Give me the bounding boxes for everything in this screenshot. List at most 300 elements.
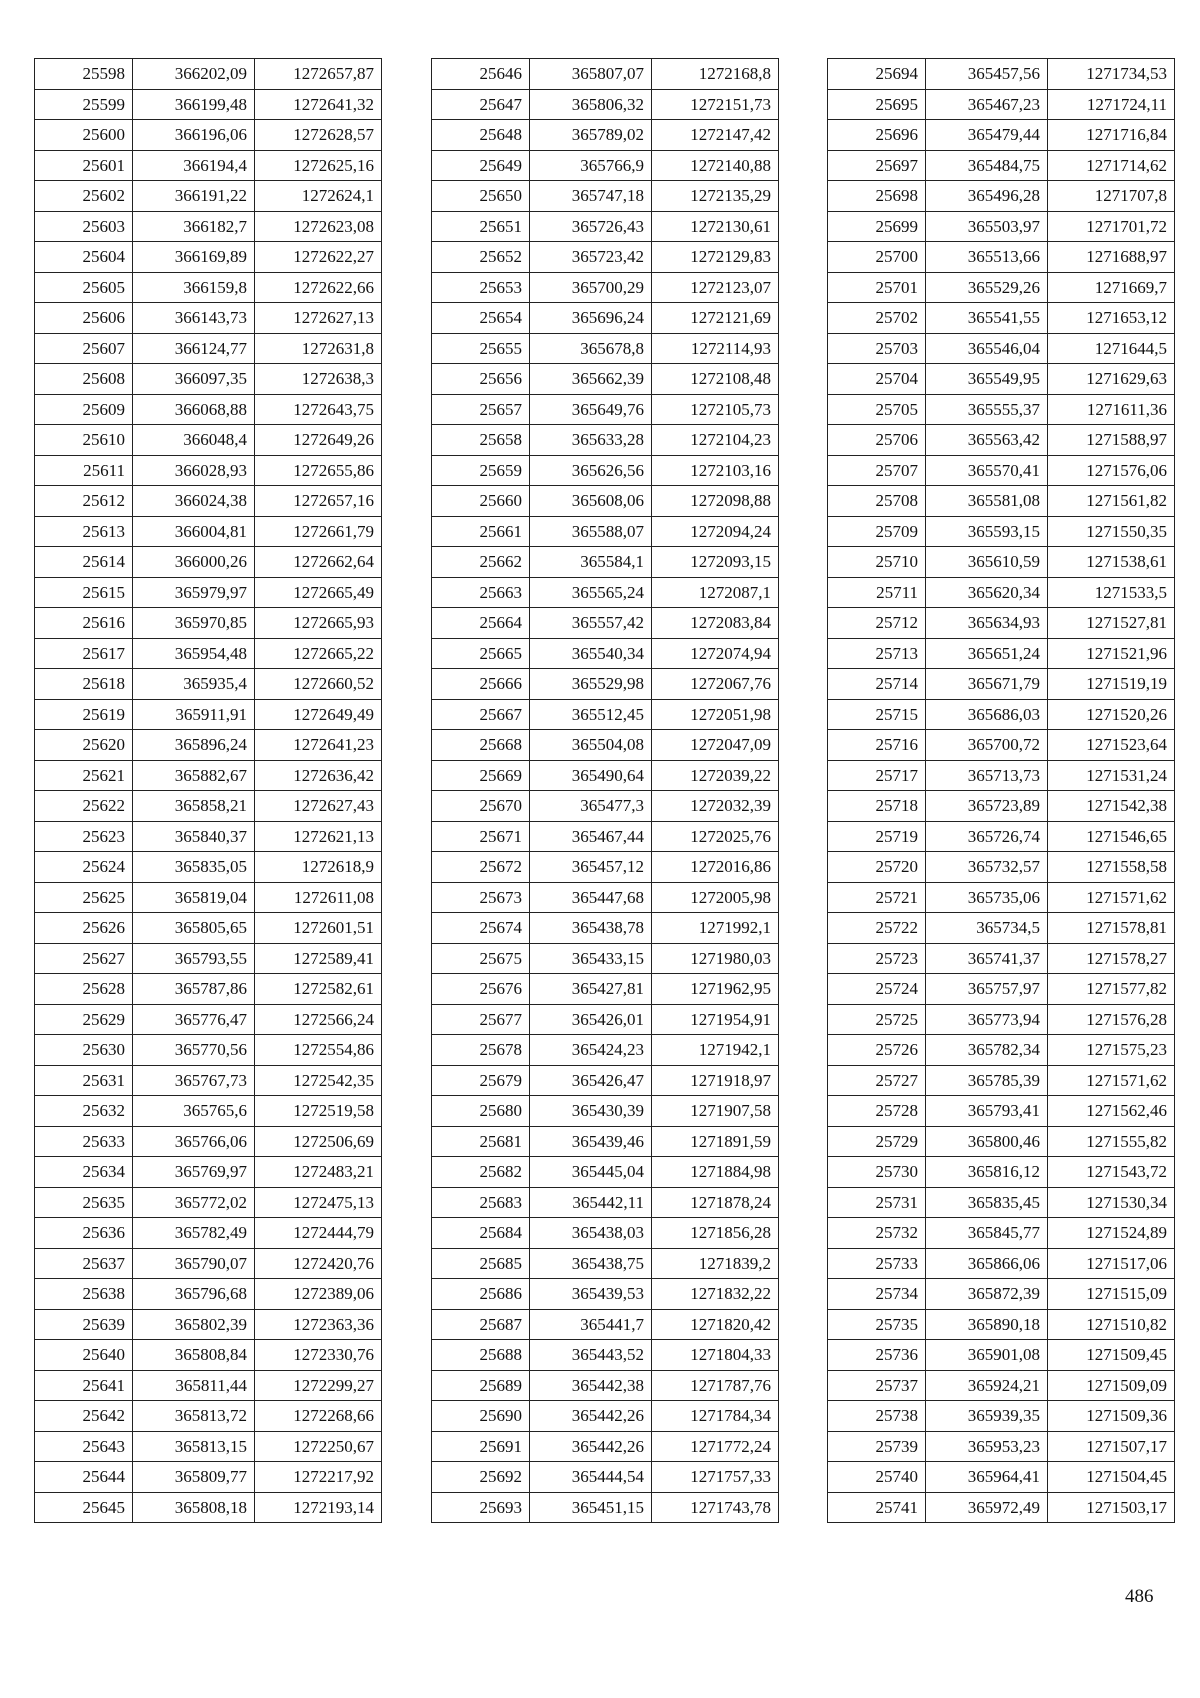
y-coordinate: 1271832,22 — [652, 1279, 779, 1310]
x-coordinate: 365593,15 — [926, 516, 1048, 547]
point-number: 25671 — [432, 821, 530, 852]
y-coordinate: 1271558,58 — [1048, 852, 1175, 883]
y-coordinate: 1271688,97 — [1048, 242, 1175, 273]
y-coordinate: 1271571,62 — [1048, 882, 1175, 913]
point-number: 25711 — [828, 577, 926, 608]
point-number: 25632 — [35, 1096, 133, 1127]
point-number: 25715 — [828, 699, 926, 730]
x-coordinate: 365972,49 — [926, 1492, 1048, 1523]
y-coordinate: 1272389,06 — [255, 1279, 382, 1310]
point-number: 25724 — [828, 974, 926, 1005]
x-coordinate: 366024,38 — [133, 486, 255, 517]
table-row — [35, 1187, 382, 1218]
y-coordinate: 1272643,75 — [255, 394, 382, 425]
y-coordinate: 1272217,92 — [255, 1462, 382, 1493]
y-coordinate: 1271527,81 — [1048, 608, 1175, 639]
y-coordinate: 1272660,52 — [255, 669, 382, 700]
y-coordinate: 1272114,93 — [652, 333, 779, 364]
table-row — [35, 1035, 382, 1066]
table-row — [35, 1401, 382, 1432]
table-row — [432, 913, 779, 944]
x-coordinate: 365735,06 — [926, 882, 1048, 913]
table-row — [432, 821, 779, 852]
table-row — [35, 730, 382, 761]
x-coordinate: 365789,02 — [530, 120, 652, 151]
point-number: 25606 — [35, 303, 133, 334]
point-number: 25695 — [828, 89, 926, 120]
table-row — [432, 1370, 779, 1401]
point-number: 25705 — [828, 394, 926, 425]
x-coordinate: 365608,06 — [530, 486, 652, 517]
x-coordinate: 365840,37 — [133, 821, 255, 852]
y-coordinate: 1272130,61 — [652, 211, 779, 242]
x-coordinate: 365787,86 — [133, 974, 255, 1005]
y-coordinate: 1272601,51 — [255, 913, 382, 944]
point-number: 25642 — [35, 1401, 133, 1432]
point-number: 25625 — [35, 882, 133, 913]
point-number: 25698 — [828, 181, 926, 212]
table-row — [828, 730, 1175, 761]
y-coordinate: 1271561,82 — [1048, 486, 1175, 517]
y-coordinate: 1271533,5 — [1048, 577, 1175, 608]
point-number: 25650 — [432, 181, 530, 212]
point-number: 25598 — [35, 59, 133, 90]
y-coordinate: 1272657,16 — [255, 486, 382, 517]
point-number: 25692 — [432, 1462, 530, 1493]
y-coordinate: 1271734,53 — [1048, 59, 1175, 90]
table-row — [828, 1279, 1175, 1310]
point-number: 25679 — [432, 1065, 530, 1096]
table-row — [828, 913, 1175, 944]
point-number: 25701 — [828, 272, 926, 303]
point-number: 25626 — [35, 913, 133, 944]
y-coordinate: 1271519,19 — [1048, 669, 1175, 700]
table-row — [828, 1218, 1175, 1249]
y-coordinate: 1271509,09 — [1048, 1370, 1175, 1401]
table-row — [828, 89, 1175, 120]
x-coordinate: 365807,07 — [530, 59, 652, 90]
x-coordinate: 365496,28 — [926, 181, 1048, 212]
y-coordinate: 1272016,86 — [652, 852, 779, 883]
y-coordinate: 1272025,76 — [652, 821, 779, 852]
x-coordinate: 365772,02 — [133, 1187, 255, 1218]
x-coordinate: 365723,42 — [530, 242, 652, 273]
table-row — [35, 760, 382, 791]
y-coordinate: 1272087,1 — [652, 577, 779, 608]
y-coordinate: 1272104,23 — [652, 425, 779, 456]
y-coordinate: 1272444,79 — [255, 1218, 382, 1249]
point-number: 25612 — [35, 486, 133, 517]
point-number: 25720 — [828, 852, 926, 883]
point-number: 25682 — [432, 1157, 530, 1188]
x-coordinate: 365732,57 — [926, 852, 1048, 883]
table-row — [35, 425, 382, 456]
point-number: 25723 — [828, 943, 926, 974]
table-row — [828, 516, 1175, 547]
table-row — [432, 699, 779, 730]
point-number: 25702 — [828, 303, 926, 334]
y-coordinate: 1272098,88 — [652, 486, 779, 517]
table-row — [432, 89, 779, 120]
x-coordinate: 365769,97 — [133, 1157, 255, 1188]
table-row — [828, 577, 1175, 608]
table-row — [828, 547, 1175, 578]
table-row — [35, 577, 382, 608]
table-row — [432, 1035, 779, 1066]
table-row — [828, 1401, 1175, 1432]
table-row — [828, 455, 1175, 486]
x-coordinate: 365563,42 — [926, 425, 1048, 456]
x-coordinate: 365479,44 — [926, 120, 1048, 151]
x-coordinate: 365845,77 — [926, 1218, 1048, 1249]
table-row — [432, 608, 779, 639]
x-coordinate: 365444,54 — [530, 1462, 652, 1493]
table-row — [432, 455, 779, 486]
table-row — [35, 852, 382, 883]
y-coordinate: 1272506,69 — [255, 1126, 382, 1157]
table-row — [35, 1004, 382, 1035]
y-coordinate: 1272032,39 — [652, 791, 779, 822]
table-row — [828, 882, 1175, 913]
x-coordinate: 365924,21 — [926, 1370, 1048, 1401]
y-coordinate: 1272094,24 — [652, 516, 779, 547]
x-coordinate: 365819,04 — [133, 882, 255, 913]
point-number: 25614 — [35, 547, 133, 578]
table-row — [432, 516, 779, 547]
x-coordinate: 365770,56 — [133, 1035, 255, 1066]
y-coordinate: 1272005,98 — [652, 882, 779, 913]
x-coordinate: 365726,43 — [530, 211, 652, 242]
y-coordinate: 1271571,62 — [1048, 1065, 1175, 1096]
table-row — [432, 577, 779, 608]
table-row — [828, 608, 1175, 639]
point-number: 25620 — [35, 730, 133, 761]
point-number: 25631 — [35, 1065, 133, 1096]
y-coordinate: 1271629,63 — [1048, 364, 1175, 395]
table-row — [432, 547, 779, 578]
coordinate-table-2 — [431, 58, 779, 1523]
table-row — [432, 303, 779, 334]
y-coordinate: 1271504,45 — [1048, 1462, 1175, 1493]
point-number: 25683 — [432, 1187, 530, 1218]
point-number: 25633 — [35, 1126, 133, 1157]
point-number: 25624 — [35, 852, 133, 883]
x-coordinate: 365457,56 — [926, 59, 1048, 90]
point-number: 25725 — [828, 1004, 926, 1035]
table-row — [432, 669, 779, 700]
table-row — [35, 516, 382, 547]
y-coordinate: 1271724,11 — [1048, 89, 1175, 120]
point-number: 25639 — [35, 1309, 133, 1340]
y-coordinate: 1271503,17 — [1048, 1492, 1175, 1523]
y-coordinate: 1272655,86 — [255, 455, 382, 486]
y-coordinate: 1271543,72 — [1048, 1157, 1175, 1188]
point-number: 25667 — [432, 699, 530, 730]
y-coordinate: 1272554,86 — [255, 1035, 382, 1066]
point-number: 25674 — [432, 913, 530, 944]
x-coordinate: 365979,97 — [133, 577, 255, 608]
y-coordinate: 1272641,23 — [255, 730, 382, 761]
y-coordinate: 1271509,45 — [1048, 1340, 1175, 1371]
point-number: 25664 — [432, 608, 530, 639]
table-row — [35, 1340, 382, 1371]
table-row — [432, 1279, 779, 1310]
table-row — [35, 1065, 382, 1096]
x-coordinate: 365439,46 — [530, 1126, 652, 1157]
table-row — [432, 1065, 779, 1096]
point-number: 25721 — [828, 882, 926, 913]
table-row — [828, 425, 1175, 456]
point-number: 25675 — [432, 943, 530, 974]
table-row — [828, 1309, 1175, 1340]
y-coordinate: 1272299,27 — [255, 1370, 382, 1401]
x-coordinate: 365671,79 — [926, 669, 1048, 700]
table-row — [432, 211, 779, 242]
y-coordinate: 1272661,79 — [255, 516, 382, 547]
x-coordinate: 365713,73 — [926, 760, 1048, 791]
y-coordinate: 1272638,3 — [255, 364, 382, 395]
x-coordinate: 365443,52 — [530, 1340, 652, 1371]
y-coordinate: 1272074,94 — [652, 638, 779, 669]
y-coordinate: 1271562,46 — [1048, 1096, 1175, 1127]
y-coordinate: 1271555,82 — [1048, 1126, 1175, 1157]
y-coordinate: 1271878,24 — [652, 1187, 779, 1218]
point-number: 25699 — [828, 211, 926, 242]
y-coordinate: 1271954,91 — [652, 1004, 779, 1035]
y-coordinate: 1272363,36 — [255, 1309, 382, 1340]
x-coordinate: 365785,39 — [926, 1065, 1048, 1096]
point-number: 25668 — [432, 730, 530, 761]
x-coordinate: 365529,26 — [926, 272, 1048, 303]
x-coordinate: 365766,9 — [530, 150, 652, 181]
x-coordinate: 365872,39 — [926, 1279, 1048, 1310]
table-row — [35, 974, 382, 1005]
table-row — [432, 59, 779, 90]
y-coordinate: 1271576,06 — [1048, 455, 1175, 486]
y-coordinate: 1271980,03 — [652, 943, 779, 974]
table-row — [828, 1065, 1175, 1096]
point-number: 25709 — [828, 516, 926, 547]
y-coordinate: 1272636,42 — [255, 760, 382, 791]
x-coordinate: 365633,28 — [530, 425, 652, 456]
x-coordinate: 366202,09 — [133, 59, 255, 90]
table-row — [828, 760, 1175, 791]
point-number: 25696 — [828, 120, 926, 151]
coordinate-table-1 — [34, 58, 382, 1523]
table-row — [828, 1187, 1175, 1218]
table-row — [432, 1248, 779, 1279]
table-row — [432, 1309, 779, 1340]
point-number: 25691 — [432, 1431, 530, 1462]
x-coordinate: 365678,8 — [530, 333, 652, 364]
x-coordinate: 366194,4 — [133, 150, 255, 181]
point-number: 25728 — [828, 1096, 926, 1127]
table-row — [35, 608, 382, 639]
point-number: 25637 — [35, 1248, 133, 1279]
y-coordinate: 1271588,97 — [1048, 425, 1175, 456]
table-row — [432, 1431, 779, 1462]
table-row — [35, 333, 382, 364]
x-coordinate: 365555,37 — [926, 394, 1048, 425]
x-coordinate: 365442,26 — [530, 1431, 652, 1462]
table-row — [35, 455, 382, 486]
y-coordinate: 1271772,24 — [652, 1431, 779, 1462]
x-coordinate: 365570,41 — [926, 455, 1048, 486]
y-coordinate: 1272067,76 — [652, 669, 779, 700]
x-coordinate: 365811,44 — [133, 1370, 255, 1401]
y-coordinate: 1272123,07 — [652, 272, 779, 303]
point-number: 25603 — [35, 211, 133, 242]
table-row — [432, 150, 779, 181]
x-coordinate: 365882,67 — [133, 760, 255, 791]
point-number: 25726 — [828, 1035, 926, 1066]
table-row — [432, 943, 779, 974]
table-row — [35, 1279, 382, 1310]
y-coordinate: 1272622,66 — [255, 272, 382, 303]
point-number: 25735 — [828, 1309, 926, 1340]
table-row — [35, 150, 382, 181]
x-coordinate: 365858,21 — [133, 791, 255, 822]
y-coordinate: 1271757,33 — [652, 1462, 779, 1493]
x-coordinate: 365953,23 — [926, 1431, 1048, 1462]
point-number: 25714 — [828, 669, 926, 700]
x-coordinate: 365734,5 — [926, 913, 1048, 944]
x-coordinate: 365557,42 — [530, 608, 652, 639]
x-coordinate: 365433,15 — [530, 943, 652, 974]
y-coordinate: 1272483,21 — [255, 1157, 382, 1188]
y-coordinate: 1271942,1 — [652, 1035, 779, 1066]
table-row — [432, 852, 779, 883]
table-row — [35, 486, 382, 517]
point-number: 25610 — [35, 425, 133, 456]
point-number: 25640 — [35, 1340, 133, 1371]
point-number: 25680 — [432, 1096, 530, 1127]
x-coordinate: 365439,53 — [530, 1279, 652, 1310]
table-row — [35, 89, 382, 120]
point-number: 25676 — [432, 974, 530, 1005]
table-row — [432, 1004, 779, 1035]
point-number: 25732 — [828, 1218, 926, 1249]
point-number: 25707 — [828, 455, 926, 486]
x-coordinate: 365805,65 — [133, 913, 255, 944]
x-coordinate: 366143,73 — [133, 303, 255, 334]
point-number: 25666 — [432, 669, 530, 700]
y-coordinate: 1272475,13 — [255, 1187, 382, 1218]
y-coordinate: 1272268,66 — [255, 1401, 382, 1432]
table-row — [35, 394, 382, 425]
x-coordinate: 365438,78 — [530, 913, 652, 944]
y-coordinate: 1272083,84 — [652, 608, 779, 639]
y-coordinate: 1271550,35 — [1048, 516, 1175, 547]
y-coordinate: 1271524,89 — [1048, 1218, 1175, 1249]
point-number: 25638 — [35, 1279, 133, 1310]
x-coordinate: 365445,04 — [530, 1157, 652, 1188]
table-row — [828, 486, 1175, 517]
x-coordinate: 365620,34 — [926, 577, 1048, 608]
y-coordinate: 1272129,83 — [652, 242, 779, 273]
table-row — [35, 181, 382, 212]
y-coordinate: 1272623,08 — [255, 211, 382, 242]
point-number: 25611 — [35, 455, 133, 486]
y-coordinate: 1271520,26 — [1048, 699, 1175, 730]
x-coordinate: 365757,97 — [926, 974, 1048, 1005]
y-coordinate: 1272168,8 — [652, 59, 779, 90]
point-number: 25741 — [828, 1492, 926, 1523]
table-row — [35, 1157, 382, 1188]
table-row — [432, 333, 779, 364]
x-coordinate: 365723,89 — [926, 791, 1048, 822]
x-coordinate: 365802,39 — [133, 1309, 255, 1340]
point-number: 25609 — [35, 394, 133, 425]
point-number: 25704 — [828, 364, 926, 395]
table-row — [35, 1309, 382, 1340]
x-coordinate: 365808,84 — [133, 1340, 255, 1371]
x-coordinate: 365541,55 — [926, 303, 1048, 334]
page-number: 486 — [1125, 1586, 1154, 1607]
y-coordinate: 1271507,17 — [1048, 1431, 1175, 1462]
table-row — [828, 394, 1175, 425]
table-row — [432, 1340, 779, 1371]
point-number: 25722 — [828, 913, 926, 944]
point-number: 25608 — [35, 364, 133, 395]
y-coordinate: 1271530,34 — [1048, 1187, 1175, 1218]
point-number: 25727 — [828, 1065, 926, 1096]
table-row — [35, 791, 382, 822]
y-coordinate: 1271575,23 — [1048, 1035, 1175, 1066]
point-number: 25734 — [828, 1279, 926, 1310]
x-coordinate: 365662,39 — [530, 364, 652, 395]
point-number: 25602 — [35, 181, 133, 212]
x-coordinate: 365835,45 — [926, 1187, 1048, 1218]
point-number: 25700 — [828, 242, 926, 273]
table-row — [828, 272, 1175, 303]
x-coordinate: 365782,34 — [926, 1035, 1048, 1066]
point-number: 25641 — [35, 1370, 133, 1401]
x-coordinate: 366182,7 — [133, 211, 255, 242]
table-row — [35, 943, 382, 974]
table-row — [828, 59, 1175, 90]
x-coordinate: 365503,97 — [926, 211, 1048, 242]
y-coordinate: 1272649,49 — [255, 699, 382, 730]
x-coordinate: 365442,26 — [530, 1401, 652, 1432]
y-coordinate: 1272047,09 — [652, 730, 779, 761]
table-row — [828, 364, 1175, 395]
table-row — [35, 821, 382, 852]
table-row — [35, 669, 382, 700]
point-number: 25601 — [35, 150, 133, 181]
point-number: 25627 — [35, 943, 133, 974]
table-row — [35, 364, 382, 395]
y-coordinate: 1272140,88 — [652, 150, 779, 181]
point-number: 25619 — [35, 699, 133, 730]
x-coordinate: 366169,89 — [133, 242, 255, 273]
table-row — [828, 669, 1175, 700]
point-number: 25733 — [828, 1248, 926, 1279]
y-coordinate: 1272193,14 — [255, 1492, 382, 1523]
x-coordinate: 365793,41 — [926, 1096, 1048, 1127]
y-coordinate: 1271787,76 — [652, 1370, 779, 1401]
x-coordinate: 365426,01 — [530, 1004, 652, 1035]
y-coordinate: 1271653,12 — [1048, 303, 1175, 334]
table-row — [432, 1401, 779, 1432]
x-coordinate: 365649,76 — [530, 394, 652, 425]
y-coordinate: 1271907,58 — [652, 1096, 779, 1127]
x-coordinate: 365441,7 — [530, 1309, 652, 1340]
table-row — [35, 242, 382, 273]
point-number: 25634 — [35, 1157, 133, 1188]
y-coordinate: 1271576,28 — [1048, 1004, 1175, 1035]
point-number: 25685 — [432, 1248, 530, 1279]
